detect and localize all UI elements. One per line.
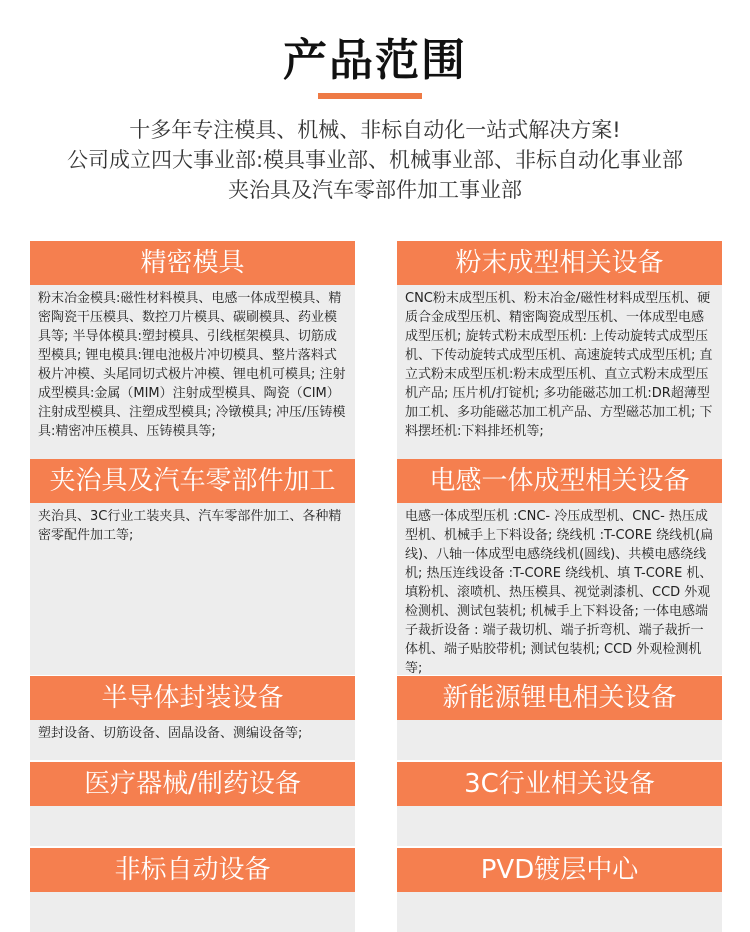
category-card-non-standard-automation <box>30 848 355 932</box>
category-card-fixtures-auto-parts <box>30 459 355 675</box>
category-card-medical-pharma-equipment <box>30 762 355 846</box>
title-underline <box>318 93 422 99</box>
category-card-inductor-forming-equipment <box>397 459 722 675</box>
category-description <box>397 720 722 760</box>
page-title: 产品范围 <box>283 35 467 86</box>
category-title: PVD镀层中心 <box>397 848 722 892</box>
category-card-pvd-coating-center <box>397 848 722 932</box>
category-title: 电感一体成型相关设备 <box>397 459 722 503</box>
category-card-lithium-battery-equipment <box>397 676 722 760</box>
category-title: 医疗器械/制药设备 <box>30 762 355 806</box>
category-description: 电感一体成型压机 :CNC- 冷压成型机、CNC- 热压成型机、机械手上下料设备; 绕线机 :T-CORE 绕线机(扁线)、八轴一体成型电感绕线机(圆线)、共模电感绕线机; 热压连线设备 :T-CORE 绕线机、填 T-CORE 机、填粉机、滚喷机、热压模具、视觉剥漆机、CCD 外观检测机、测试包装机; 机械手上下料设备; 一体电感端子裁折设备 : 端子裁切机、端子折弯机、端子裁折一体机、端子贴胶带机; 测试包装机; CCD 外观检测机等; <box>397 503 722 675</box>
category-description <box>30 806 355 846</box>
category-title: 3C行业相关设备 <box>397 762 722 806</box>
intro-text <box>20 115 730 205</box>
category-description <box>397 806 722 846</box>
category-description: 夹治具、3C行业工装夹具、汽车零部件加工、各种精密零配件加工等; <box>30 503 355 675</box>
category-title: 夹治具及汽车零部件加工 <box>30 459 355 503</box>
category-card-precision-molds <box>30 241 355 459</box>
category-description <box>30 892 355 932</box>
category-description: 塑封设备、切筋设备、固晶设备、测编设备等; <box>30 720 355 760</box>
intro-line: 公司成立四大事业部:模具事业部、机械事业部、非标自动化事业部 <box>66 148 684 172</box>
category-card-semiconductor-packaging <box>30 676 355 760</box>
category-title: 半导体封装设备 <box>30 676 355 720</box>
category-title: 新能源锂电相关设备 <box>397 676 722 720</box>
intro-line: 夹治具及汽车零部件加工事业部 <box>228 178 522 202</box>
category-description: 粉末冶金模具:磁性材料模具、电感一体成型模具、精密陶瓷干压模具、数控刀片模具、碳刷模具、药业模具等; 半导体模具:塑封模具、引线框架模具、切筋成型模具; 锂电模具:锂电池极片冲切模具、整片落料式极片冲模、头尾同切式极片冲模、锂电机可模具; 注射成型模具:金属（MIM）注射成型模具、陶瓷（CIM）注射成型模具、注塑成型模具; 冷镦模具; 冲压/压铸模具:精密冲压模具、压铸模具等; <box>30 285 355 459</box>
category-title: 精密模具 <box>30 241 355 285</box>
category-title: 粉末成型相关设备 <box>397 241 722 285</box>
category-description <box>397 892 722 932</box>
category-title: 非标自动设备 <box>30 848 355 892</box>
intro-line: 十多年专注模具、机械、非标自动化一站式解决方案! <box>129 118 621 142</box>
category-card-powder-forming-equipment <box>397 241 722 459</box>
category-card-3c-equipment <box>397 762 722 846</box>
category-description: CNC粉末成型压机、粉末冶金/磁性材料成型压机、硬质合金成型压机、精密陶瓷成型压机、一体成型电感成型压机; 旋转式粉末成型压机: 上传动旋转式成型压机、下传动旋转式成型压机、高速旋转式成型压机; 直立式粉末成型压机:粉末成型压机、直立式粉末成型压机产品; 压片机/打锭机; 多功能磁芯加工机:DR超薄型加工机、多功能磁芯加工机产品、方型磁芯加工机; 下料摆坯机:下料排坯机等; <box>397 285 722 459</box>
